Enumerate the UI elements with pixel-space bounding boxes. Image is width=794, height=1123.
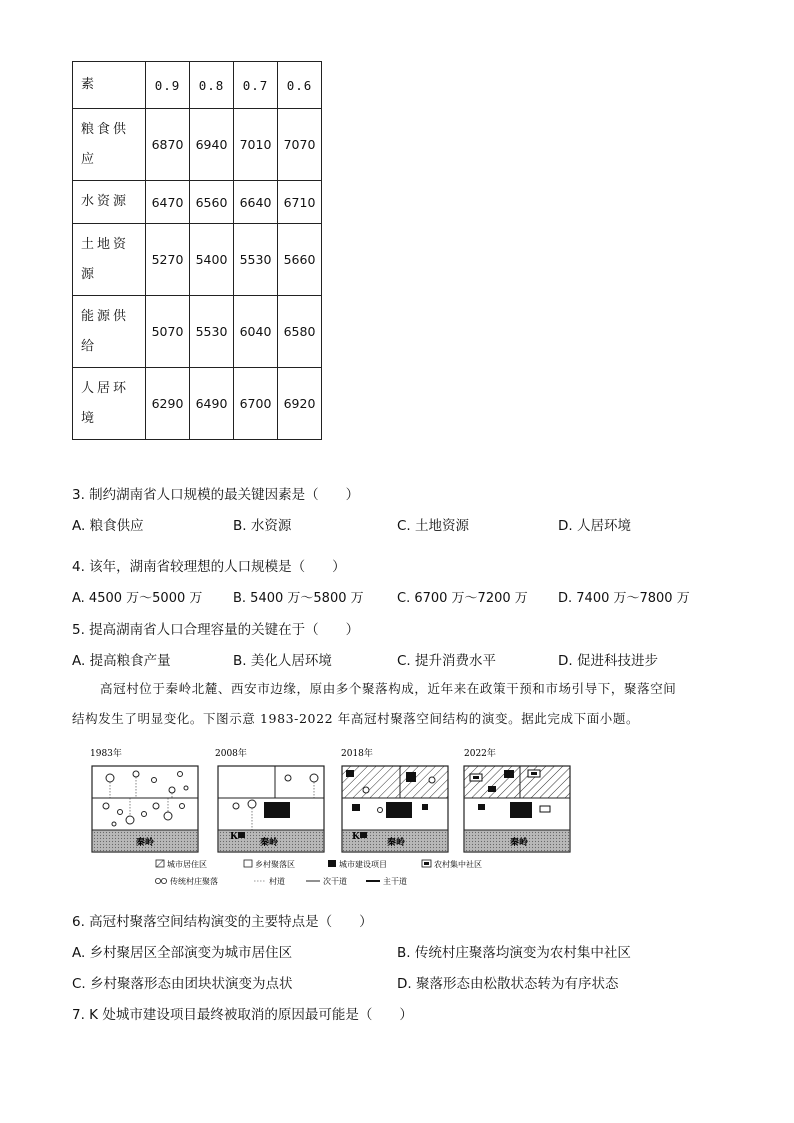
q5-option-d[interactable]: D. 促进科技进步 [558,653,658,669]
qinling-label: 秦岭 [136,838,155,848]
row-label-text: 人居环 [81,380,130,396]
row-label [73,62,146,109]
q6-option-d[interactable]: D. 聚落形态由松散状态转为有序状态 [397,976,619,992]
table-cell: 5530 [234,224,278,296]
q5-option-c[interactable]: C. 提升消费水平 [397,653,497,669]
question-5-stem: 5. 提高湖南省人口合理容量的关键在于（ ） [72,622,360,638]
table-cell: 6490 [190,368,234,440]
table-cell: 5400 [190,224,234,296]
q6-option-a[interactable]: A. 乡村聚居区全部演变为城市居住区 [72,945,293,961]
table-cell: 5270 [146,224,190,296]
row-label [73,181,146,224]
panel-1983 [92,766,198,852]
question-3-stem: 3. 制约湖南省人口规模的最关键因素是（ ） [72,487,360,503]
table-cell: 6700 [234,368,278,440]
table-cell: 6580 [278,296,322,368]
panel-2022 [464,766,570,852]
figure-legend [155,859,482,886]
legend-traditional-village: 传统村庄聚落 [170,877,218,886]
table-cell: 6290 [146,368,190,440]
k-label: K [352,832,360,842]
k-label: K [230,832,238,842]
qinling-label: 秦岭 [387,838,406,848]
q3-option-a[interactable]: A. 粮食供应 [72,518,144,534]
settlement-evolution-figure [84,744,584,892]
panel-2018 [342,766,448,852]
row-label-text: 源 [81,266,98,282]
legend-main-road: 主干道 [383,877,407,886]
table-row [73,296,322,368]
table-cell: 5660 [278,224,322,296]
table-cell: 7070 [278,109,322,181]
table-row [73,368,322,440]
table-cell: 7010 [234,109,278,181]
row-label-text: 粮食供 [81,121,130,137]
question-4-stem: 4. 该年，湖南省较理想的人口规模是（ ） [72,559,346,575]
table-cell: 6640 [234,181,278,224]
legend-urban-project: 城市建设项目 [339,860,387,869]
row-label-text: 土地资 [81,236,130,252]
q3-option-c[interactable]: C. 土地资源 [397,518,470,534]
row-label [73,109,146,181]
legend-secondary-road: 次干道 [323,877,347,886]
q3-option-d[interactable]: D. 人居环境 [558,518,631,534]
q4-option-b[interactable]: B. 5400 万～5800 万 [233,591,364,606]
q4-option-d[interactable]: D. 7400 万～7800 万 [558,591,690,606]
legend-urban-residential: 城市居住区 [167,860,207,869]
row-label-text: 水资源 [81,194,130,209]
panel-title-1983: 1983年 [90,749,122,759]
row-label [73,296,146,368]
row-label-text: 境 [81,410,98,426]
table-cell: 0.7 [234,62,278,109]
table-cell: 6940 [190,109,234,181]
passage-line-2: 结构发生了明显变化。下图示意 1983-2022 年高冠村聚落空间结构的演变。据此完成下面小题。 [72,711,640,726]
table-row [73,62,322,109]
legend-rural-settlement: 乡村聚落区 [255,860,295,869]
row-label-text: 应 [81,151,98,167]
data-table [72,61,322,440]
legend-village-road: 村道 [269,877,285,886]
qinling-label: 秦岭 [510,838,529,848]
q6-option-c[interactable]: C. 乡村聚落形态由团块状演变为点状 [72,976,293,992]
table-cell: 6470 [146,181,190,224]
table-cell: 6870 [146,109,190,181]
row-label [73,224,146,296]
table-cell: 6920 [278,368,322,440]
table-cell: 0.6 [278,62,322,109]
table-row [73,224,322,296]
row-label-text: 素 [81,77,98,92]
qinling-label: 秦岭 [260,838,279,848]
question-7-stem: 7. K 处城市建设项目最终被取消的原因最可能是（ ） [72,1007,413,1023]
table-cell: 5070 [146,296,190,368]
table-cell: 6560 [190,181,234,224]
row-label-text: 能源供 [81,308,130,324]
legend-rural-community: 农村集中社区 [434,860,482,869]
row-label-text: 给 [81,338,98,354]
q3-option-b[interactable]: B. 水资源 [233,518,292,534]
table-cell: 5530 [190,296,234,368]
q5-option-a[interactable]: A. 提高粮食产量 [72,653,171,669]
panel-title-2008: 2008年 [215,749,247,759]
panel-title-2022: 2022年 [464,749,496,759]
row-label [73,368,146,440]
panel-title-2018: 2018年 [341,749,373,759]
table-row [73,181,322,224]
q5-option-b[interactable]: B. 美化人居环境 [233,653,332,669]
q4-option-a[interactable]: A. 4500 万～5000 万 [72,591,203,606]
passage-line-1: 高冠村位于秦岭北麓、西安市边缘，原由多个聚落构成，近年来在政策干预和市场引导下，聚落空间 [100,681,677,696]
question-6-stem: 6. 高冠村聚落空间结构演变的主要特点是（ ） [72,914,373,930]
table-row [73,109,322,181]
table-cell: 0.9 [146,62,190,109]
table-cell: 6710 [278,181,322,224]
panel-2008 [218,766,324,852]
table-cell: 6040 [234,296,278,368]
q6-option-b[interactable]: B. 传统村庄聚落均演变为农村集中社区 [397,945,631,961]
table-cell: 0.8 [190,62,234,109]
q4-option-c[interactable]: C. 6700 万～7200 万 [397,591,528,606]
